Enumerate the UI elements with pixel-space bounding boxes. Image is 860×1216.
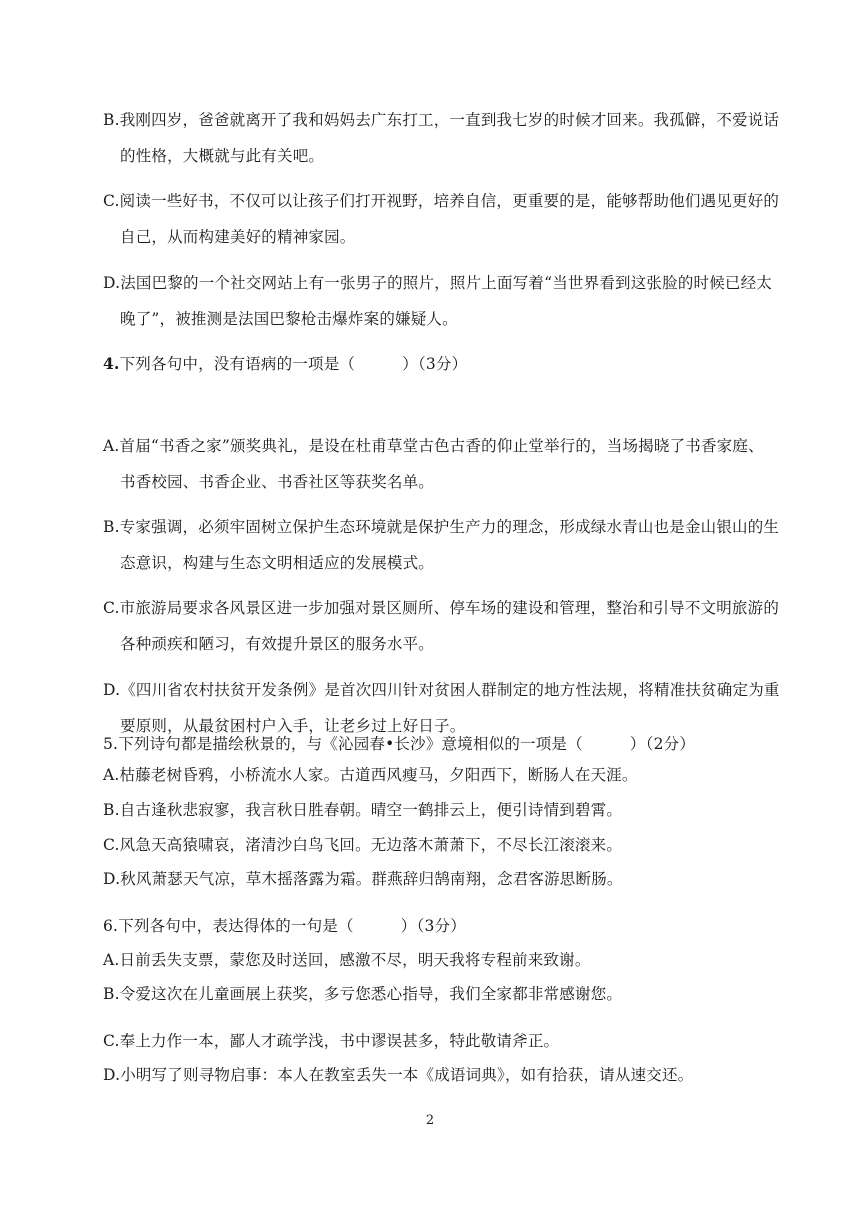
q3-option-c-line2: 自己，从而构建美好的精神家园。 bbox=[120, 228, 356, 246]
q5-option-b: B.自古逢秋悲寂寥，我言秋日胜春朝。晴空一鹤排云上，便引诗情到碧霄。 bbox=[103, 801, 623, 819]
q6-option-b: B.令爱这次在儿童画展上获奖，多亏您悉心指导，我们全家都非常感谢您。 bbox=[103, 985, 623, 1003]
q5-stem: 5.下列诗句都是描绘秋景的，与《沁园春•长沙》意境相似的一项是（ ）（2分） bbox=[103, 735, 696, 753]
q3-option-d-line1: D.法国巴黎的一个社交网站上有一张男子的照片，照片上面写着“当世界看到这张脸的时候已经太 bbox=[103, 274, 773, 292]
q3-option-d-line2: 晚了”，被推测是法国巴黎枪击爆炸案的嫌疑人。 bbox=[120, 310, 458, 328]
q4-option-c-line1: C.市旅游局要求各风景区进一步加强对景区厕所、停车场的建设和管理，整治和引导不文明旅游的 bbox=[103, 599, 780, 617]
q4-option-d-line2: 要原则，从最贫困村户入手，让老乡过上好日子。 bbox=[120, 717, 466, 735]
q4-option-d-line1: D.《四川省农村扶贫开发条例》是首次四川针对贫困人群制定的地方性法规，将精准扶贫确定为重 bbox=[103, 681, 780, 699]
q3-option-b-line2: 的性格，大概就与此有关吧。 bbox=[120, 147, 325, 165]
q6-option-a: A.日前丢失支票，蒙您及时送回，感激不尽，明天我将专程前来致谢。 bbox=[103, 951, 591, 969]
q4-option-b-line2: 态意识，构建与生态文明相适应的发展模式。 bbox=[120, 554, 435, 572]
q3-option-c-line1: C.阅读一些好书，不仅可以让孩子们打开视野，培养自信，更重要的是，能够帮助他们遇见更好的 bbox=[103, 192, 780, 210]
q6-option-d: D.小明写了则寻物启事：本人在教室丢失一本《成语词典》，如有拾获，请从速交还。 bbox=[103, 1066, 694, 1084]
q4-number: 4. bbox=[103, 354, 120, 373]
q3-option-b-line1: B.我刚四岁，爸爸就离开了我和妈妈去广东打工，一直到我七岁的时候才回来。我孤僻，不爱说话 bbox=[103, 111, 780, 129]
page-number: 2 bbox=[425, 1113, 435, 1128]
q4-stem-text: 下列各句中，没有语病的一项是（ ）（3分） bbox=[119, 355, 468, 373]
q4-option-a-line2: 书香校园、书香企业、书香社区等获奖名单。 bbox=[120, 473, 435, 491]
q4-stem bbox=[103, 354, 763, 374]
q6-option-c: C.奉上力作一本，鄙人才疏学浅，书中谬误甚多，特此敬请斧正。 bbox=[103, 1032, 560, 1050]
q4-option-c-line2: 各种顽疾和陋习，有效提升景区的服务水平。 bbox=[120, 635, 435, 653]
q4-option-a-line1: A.首届“书香之家”颁奖典礼，是设在杜甫草堂古色古香的仰止堂举行的，当场揭晓了书香家庭、 bbox=[103, 437, 764, 455]
q5-option-c: C.风急天高猿啸哀，渚清沙白鸟飞回。无边落木萧萧下，不尽长江滚滚来。 bbox=[103, 836, 623, 854]
q6-stem: 6.下列各句中，表达得体的一句是（ ）（3分） bbox=[103, 917, 466, 935]
q5-option-d: D.秋风萧瑟天气凉，草木摇落露为霜。群燕辞归鹄南翔，念君客游思断肠。 bbox=[103, 870, 623, 888]
q5-option-a: A.枯藤老树昏鸦，小桥流水人家。古道西风瘦马，夕阳西下，断肠人在天涯。 bbox=[103, 766, 638, 784]
q4-option-b-line1: B.专家强调，必须牢固树立保护生态环境就是保护生产力的理念，形成绿水青山也是金山银山的生 bbox=[103, 518, 780, 536]
